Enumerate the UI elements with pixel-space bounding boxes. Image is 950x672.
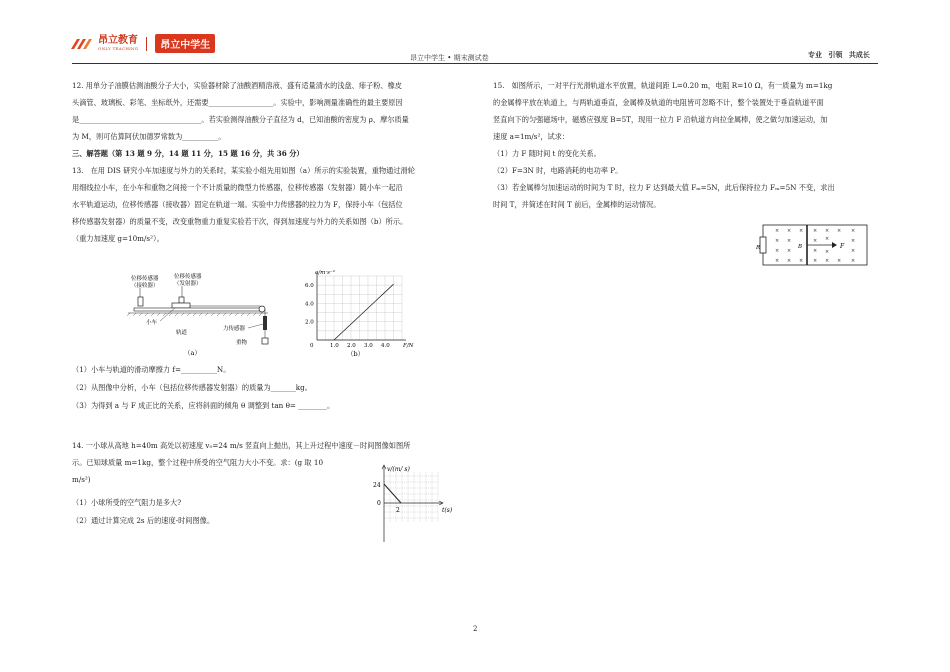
q15-sub-4: 时间 T，并简述在时间 T 前后，金属棒的运动情况。 xyxy=(493,200,661,209)
section-heading: 三、解答题（第 13 题 9 分，14 题 11 分，15 题 16 分，共 36 分） xyxy=(72,149,304,158)
field-label: B xyxy=(798,244,803,250)
q14-sub-2: （2）通过计算完成 2s 后的速度-时间图像。 xyxy=(72,516,215,525)
vt-ylabel: v/(m/ s) xyxy=(387,466,410,473)
svg-text:×: × xyxy=(837,258,842,264)
svg-text:×: × xyxy=(775,238,780,244)
q14-line-3: m/s²) xyxy=(72,475,91,484)
figure-vt-chart xyxy=(368,462,468,547)
track-label: 轨道 xyxy=(176,330,188,336)
weight-block xyxy=(262,338,268,344)
force-sensor-label: 力传感器 xyxy=(223,326,246,332)
x-tick-label: 4.0 xyxy=(381,343,390,349)
figure-circuit xyxy=(755,220,875,272)
q13-sub-3: （3）为得到 a 与 F 成正比的关系，应将斜面的倾角 θ 调整到 tan θ= ________。 xyxy=(72,401,335,410)
q12-line-4: 为 M，则可估算阿伏加德罗常数为__________。 xyxy=(72,132,226,141)
x-tick-label: 1.0 xyxy=(330,343,339,349)
cart-body xyxy=(172,303,190,308)
chart-ticks xyxy=(305,283,390,349)
series-line xyxy=(334,284,394,340)
brand-logo-icon xyxy=(70,37,92,51)
resistor-label: R xyxy=(756,245,761,251)
q13-line-2: 用细线拉小车，在小车和重物之间接一个不计质量的微型力传感器，位移传感器（发射器）随小车一起沿 xyxy=(72,183,403,192)
x-tick-label: 3.0 xyxy=(364,343,373,349)
brand-logo xyxy=(70,34,215,53)
svg-text:×: × xyxy=(813,248,818,254)
vt-x-tick: 2 xyxy=(396,507,400,514)
force-label: F xyxy=(840,243,845,250)
q14-sub-1: （1）小球所受的空气阻力是多大? xyxy=(72,498,182,507)
recv-label-2: （接收器） xyxy=(131,283,159,289)
chart-grid xyxy=(317,276,402,340)
svg-text:×: × xyxy=(813,228,818,234)
q15-line-1: 15. 如图所示，一对平行光滑轨道水平放置，轨道间距 L=0.20 m，电阻 R=10 Ω，有一质量为 m=1kg xyxy=(493,81,833,90)
page-number: 2 xyxy=(473,625,478,633)
q13-sub-2: （2）从图像中分析，小车（包括位移传感器发射器）的质量为_______kg。 xyxy=(72,383,312,392)
x-tick-label: 2.0 xyxy=(347,343,356,349)
svg-text:×: × xyxy=(851,248,856,254)
weight-label: 重物 xyxy=(236,340,248,346)
svg-text:×: × xyxy=(837,228,842,234)
y-tick-label: 6.0 xyxy=(305,283,314,290)
q15-line-3: 竖直向下的匀强磁场中，磁感应强度 B=5T，现用一拉力 F 沿轨道方向拉金属棒，使之做匀加速运动，加 xyxy=(493,115,828,124)
brand-name: 昂立教育 xyxy=(98,35,138,46)
svg-text:×: × xyxy=(825,228,830,234)
svg-text:×: × xyxy=(825,236,830,242)
force-sensor-block xyxy=(263,316,267,330)
svg-text:×: × xyxy=(787,258,792,264)
header-rule xyxy=(72,63,878,64)
logo-divider xyxy=(146,37,147,51)
q13-line-1: 13. 在用 DIS 研究小车加速度与外力的关系时，某实验小组先用如图（a）所示的实验装置，重物通过滑轮 xyxy=(72,166,415,175)
emit-label-1: 位移传感器 xyxy=(174,274,202,280)
q14-line-2: 示。已知球质量 m=1kg，整个过程中所受的空气阻力大小不变。求：(g 取 10 xyxy=(72,458,324,467)
y-tick-label: 4.0 xyxy=(305,301,314,308)
svg-text:×: × xyxy=(813,238,818,244)
svg-text:×: × xyxy=(851,238,856,244)
resistor xyxy=(760,237,766,253)
chart-origin-label: 0 xyxy=(310,343,314,349)
chart-axes xyxy=(317,272,406,340)
q12-line-1: 12. 用单分子油膜估测油酸分子大小，实验器材除了油酸酒精溶液、盛有适量清水的浅盘、痱子粉、橡皮 xyxy=(72,81,402,90)
q15-sub-3: （3）若金属棒匀加速运动的时间为 T 时，拉力 F 达到最大值 Fₘ=5N，此后保持拉力 Fₘ=5N 不变，求出 xyxy=(493,183,835,192)
q13-line-4: 移传感器发射器）的质量不变，改变重物重力重复实验若干次，得到加速度与外力的关系如图（b）所示。 xyxy=(72,217,408,226)
exam-title: 昂立中学生 • 期末测试卷 xyxy=(410,54,489,62)
figure-b-chart xyxy=(295,266,420,358)
q12-line-2: 头滴管、玻璃板、彩笔、坐标纸外，还需要__________________。实验中，影响测量准确性的最主要原因 xyxy=(72,98,403,107)
svg-text:×: × xyxy=(775,258,780,264)
svg-text:×: × xyxy=(813,258,818,264)
q13-sub-1: （1）小车与轨道的滑动摩擦力 f=__________N。 xyxy=(72,365,231,374)
figure-a-caption: （a） xyxy=(184,349,201,356)
chart-ylabel: a/m·s⁻² xyxy=(315,270,336,276)
svg-text:×: × xyxy=(851,228,856,234)
svg-text:×: × xyxy=(787,248,792,254)
chart-series xyxy=(334,284,394,340)
q15-sub-2: （2）F=3N 时，电路消耗的电功率 P。 xyxy=(493,166,623,175)
vt-origin: 0 xyxy=(377,500,381,507)
pulley xyxy=(259,306,265,312)
emit-label-2: （发射器） xyxy=(174,281,202,287)
slogan: 专业 引领 共成长 xyxy=(808,51,870,59)
q13-line-5: （重力加速度 g=10m/s²）。 xyxy=(72,234,164,243)
svg-text:×: × xyxy=(825,258,830,264)
q15-sub-1: （1）力 F 随时间 t 的变化关系。 xyxy=(493,149,601,158)
svg-text:×: × xyxy=(787,238,792,244)
recv-label-1: 位移传感器 xyxy=(131,276,159,282)
cart-label: 小车 xyxy=(146,320,158,326)
chart-xlabel: F/N xyxy=(403,343,414,349)
svg-text:×: × xyxy=(775,248,780,254)
svg-text:×: × xyxy=(825,249,830,255)
brand-badge: 昂立中学生 xyxy=(155,34,215,53)
q13-line-3: 水平轨道运动，位移传感器（接收器）固定在轨道一端。实验中力传感器的拉力为 F，保持小车（包括位 xyxy=(72,200,403,209)
svg-text:×: × xyxy=(787,228,792,234)
receiver-block xyxy=(138,297,143,306)
svg-text:×: × xyxy=(775,228,780,234)
y-tick-label: 2.0 xyxy=(305,319,314,326)
q15-line-2: 的金属棒平放在轨道上，与两轨道垂直，金属棒及轨道的电阻皆可忽略不计，整个装置处于垂直轨道平面 xyxy=(493,98,824,107)
track-bar xyxy=(134,308,264,311)
figure-b-caption: （b） xyxy=(347,350,365,358)
brand-sub: ONLY TEACHING xyxy=(98,46,139,51)
vt-xlabel: t(s) xyxy=(442,507,453,514)
figure-a-apparatus xyxy=(120,266,280,356)
svg-text:×: × xyxy=(799,228,804,234)
svg-text:×: × xyxy=(799,258,804,264)
q12-line-3: 是__________________________________。若实验测得油酸分子直径为 d，已知油酸的密度为 ρ、摩尔质量 xyxy=(72,115,409,124)
q15-line-4: 速度 a=1m/s²，试求： xyxy=(493,132,570,141)
vt-y-tick: 24 xyxy=(373,482,381,489)
svg-text:×: × xyxy=(851,258,856,264)
q14-line-1: 14. 一小球从高地 h=40m 高处以初速度 v₀=24 m/s 竖直向上抛出，其上升过程中速度－时间图像如图所 xyxy=(72,441,411,450)
emitter-block xyxy=(179,297,184,303)
